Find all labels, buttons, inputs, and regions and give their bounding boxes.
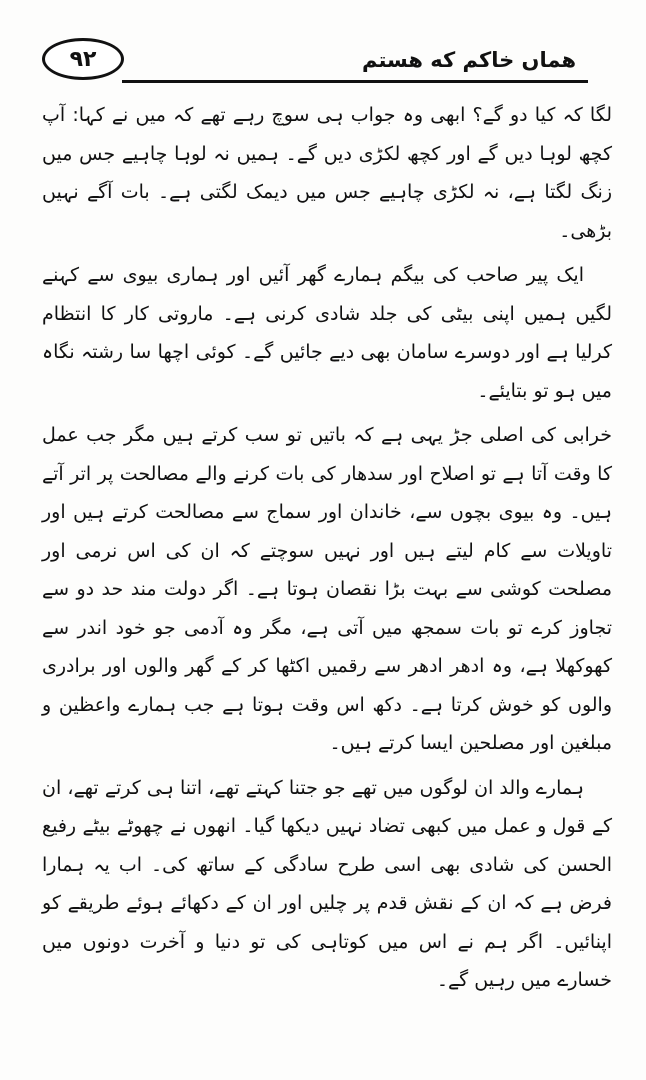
page-number: ۹۲	[69, 46, 97, 72]
page-header	[0, 0, 646, 110]
header-rule	[122, 80, 588, 83]
page-number-badge	[42, 38, 124, 80]
paragraph-1: لگا کہ کیا دو گے؟ ابھی وہ جواب ہی سوچ رہے تھے کہ میں نے کہا: آپ کچھ لوہا دیں گے اور کچھ لکڑی دیں گے۔ ہمیں نہ لوہا چاہیے جس میں زنگ لگتا ہے، نہ لکڑی چاہیے جس میں دیمک لگتی ہے۔ بات آگے نہیں بڑھی۔	[42, 104, 612, 242]
paragraph-4: ہمارے والد ان لوگوں میں تھے جو جتنا کہتے تھے، اتنا ہی کرتے تھے، ان کے قول و عمل میں کبھی تضاد نہیں دیکھا گیا۔ انھوں نے چھوٹے بیٹے رفیع الحسن کی شادی بھی اسی طرح سادگی کے ساتھ کی۔ اب یہ ہمارا فرض ہے کہ ان کے نقش قدم پر چلیں اور ان کے دکھائے ہوئے طریقے کو اپنائیں۔ اگر ہم نے اس میں کوتاہی کی تو دنیا و آخرت دونوں میں خسارے میں رہیں گے۔	[42, 776, 612, 991]
running-title: هماں خاکم که هستم	[362, 48, 576, 72]
paragraph-3: خرابی کی اصلی جڑ یہی ہے کہ باتیں تو سب کرتے ہیں مگر جب عمل کا وقت آتا ہے تو اصلاح اور سدھار کی بات کرنے والے مصالحت پر اتر آتے ہیں۔ وہ بیوی بچوں سے، خاندان اور سماج سے مصالحت کرتے ہیں اور تاویلات سے کام لیتے ہیں اور نہیں سوچتے کہ ان کی اس نرمی اور مصلحت کوشی سے بہت بڑا نقصان ہوتا ہے۔ اگر دولت مند حد دو سے تجاوز کرے تو بات سمجھ میں آتی ہے، مگر وہ آدمی جو خود اندر سے کھوکھلا ہے، وہ ادھر ادھر سے رقمیں اکٹھا کر کے گھر والوں اور برادری والوں کو خوش کرتا ہے۔ دکھ اس وقت ہوتا ہے جب ہمارے واعظین و مبلغین اور مصلحین ایسا کرتے ہیں۔	[42, 424, 612, 754]
body-text	[42, 96, 612, 1006]
paragraph-2: ایک پیر صاحب کی بیگم ہمارے گھر آئیں اور ہماری بیوی سے کہنے لگیں ہمیں اپنی بیٹی کی جلد شادی کرنی ہے۔ ماروتی کار کا انتظام کرلیا ہے اور دوسرے سامان بھی دیے جائیں گے۔ کوئی اچھا سا رشتہ نگاہ میں ہو تو بتایئے۔	[42, 264, 612, 402]
